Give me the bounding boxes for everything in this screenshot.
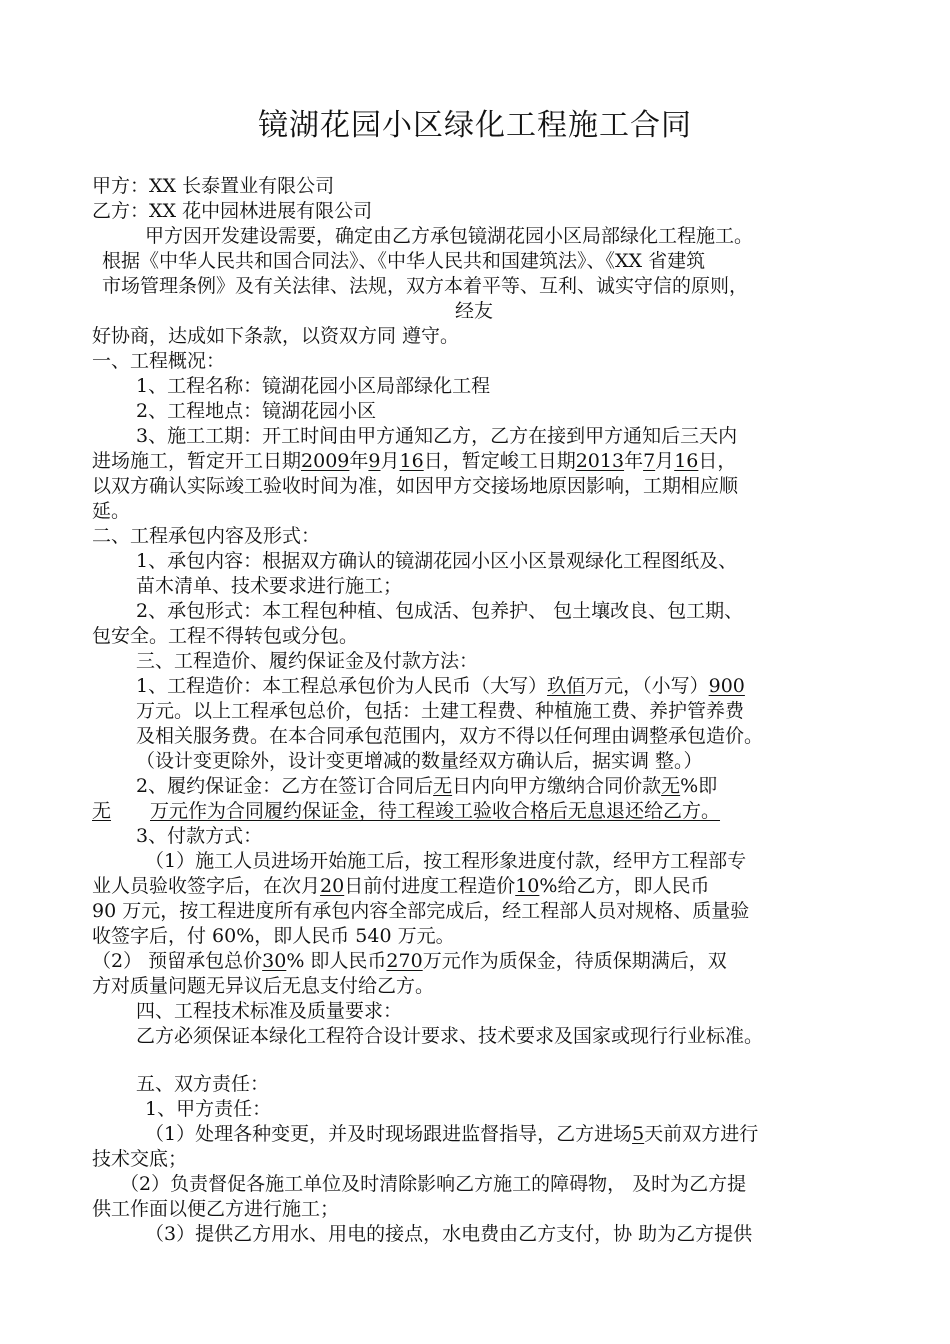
contract-line: 包安全。工程不得转包或分包。	[92, 625, 359, 647]
contract-line	[145, 1122, 758, 1146]
contract-line	[92, 449, 736, 473]
contract-line: 2、工程地点：镜湖花园小区	[136, 400, 377, 422]
contract-line: 万元。以上工程承包总价，包括：土建工程费、种植施工费、养护管养费	[136, 700, 745, 722]
contract-line: 3、付款方式：	[136, 825, 263, 847]
line-text: 1、工程造价：本工程总承包价为人民币（大写）	[136, 675, 548, 697]
contract-line: 甲方：XX 长泰置业有限公司	[92, 175, 335, 197]
contract-line: 技术交底；	[92, 1148, 188, 1170]
contract-line: 乙方：XX 花中园林进展有限公司	[92, 200, 373, 222]
contract-line: 好协商，达成如下条款，以资双方同 遵守。	[92, 325, 460, 347]
line-text: 万元，（小写）	[585, 675, 709, 697]
contract-line: 甲方因开发建设需要，确定由乙方承包镜湖花园小区局部绿化工程施工。	[145, 225, 754, 247]
contract-line: 延。	[92, 500, 131, 522]
contract-line: 经友	[455, 300, 494, 322]
filled-blank: 5	[632, 1123, 645, 1145]
line-text: （2） 预留承包总价	[92, 950, 263, 972]
filled-blank: 无	[661, 775, 681, 797]
filled-blank: 16	[674, 450, 699, 472]
contract-line: 供工作面以便乙方进行施工；	[92, 1198, 340, 1220]
line-text: 业人员验收签字后，在次月	[92, 875, 321, 897]
filled-blank: 万元作为合同履约保证金，待工程竣工验收合格后无息退还给乙方。	[150, 800, 721, 822]
contract-line: （1）施工人员进场开始施工后，按工程形象进度付款，经甲方工程部专	[145, 850, 747, 872]
contract-line: 一、工程概况：	[92, 350, 226, 372]
contract-line: 1、甲方责任：	[145, 1098, 272, 1120]
contract-line: 三、工程造价、履约保证金及付款方法：	[136, 650, 479, 672]
contract-line: 收签字后，付 60%，即人民币 540 万元。	[92, 925, 455, 947]
contract-line	[136, 774, 717, 798]
filled-blank: 20	[320, 875, 345, 897]
line-text: % 即人民币	[286, 950, 387, 972]
filled-blank: 10	[515, 875, 540, 897]
filled-blank: 9	[368, 450, 381, 472]
filled-blank: 16	[399, 450, 424, 472]
filled-blank: 2013	[575, 450, 625, 472]
contract-line: （3）提供乙方用水、用电的接点，水电费由乙方支付，协 助为乙方提供	[145, 1223, 753, 1245]
line-text: 日内向甲方缴纳合同价款	[452, 775, 662, 797]
contract-line: 3、施工工期：开工时间由甲方通知乙方，乙方在接到甲方通知后三天内	[136, 425, 738, 447]
contract-line: 乙方必须保证本绿化工程符合设计要求、技术要求及国家或现行行业标准。	[136, 1025, 764, 1047]
line-text: %给乙方，即人民币	[539, 875, 710, 897]
line-text: 月	[655, 450, 675, 472]
filled-blank: 270	[386, 950, 423, 972]
contract-line: 1、工程名称：镜湖花园小区局部绿化工程	[136, 375, 491, 397]
contract-line: 市场管理条例》及有关法律、法规，双方本着平等、互利、诚实守信的原则，	[102, 275, 749, 297]
line-text: 年	[624, 450, 644, 472]
line-text: 万元作为质保金，待质保期满后，双	[422, 950, 727, 972]
line-text: 2、履约保证金：乙方在签订合同后	[136, 775, 434, 797]
contract-line: 及相关服务费。在本合同承包范围内，双方不得以任何理由调整承包造价。	[136, 725, 764, 747]
filled-blank: 玖佰	[547, 675, 586, 697]
contract-line: 根据《中华人民共和国合同法》、《中华人民共和国建筑法》、《XX 省建筑	[102, 250, 706, 272]
contract-line	[136, 674, 745, 698]
contract-line	[92, 799, 720, 823]
contract-line: 1、承包内容：根据双方确认的镜湖花园小区小区景观绿化工程图纸及、	[136, 550, 738, 572]
contract-line: 四、工程技术标准及质量要求：	[136, 1000, 403, 1022]
contract-line	[92, 874, 709, 898]
contract-line: 苗木清单、技术要求进行施工；	[136, 575, 403, 597]
contract-line: 2、承包形式：本工程包种植、包成活、包养护、 包土壤改良、包工期、	[136, 600, 744, 622]
contract-line: 二、工程承包内容及形式：	[92, 525, 321, 547]
line-text: 进场施工，暂定开工日期	[92, 450, 302, 472]
line-text: 年	[349, 450, 369, 472]
filled-blank: 30	[262, 950, 287, 972]
contract-line: 五、双方责任：	[136, 1073, 270, 1095]
line-text: 日，暂定峻工日期	[423, 450, 576, 472]
page-title: 镜湖花园小区绿化工程施工合同	[258, 108, 692, 143]
contract-line: 90 万元，按工程进度所有承包内容全部完成后，经工程部人员对规格、质量验	[92, 900, 750, 922]
contract-line	[92, 949, 727, 973]
contract-line: 方对质量问题无异议后无息支付给乙方。	[92, 975, 435, 997]
line-text: 月	[380, 450, 400, 472]
contract-line: （设计变更除外，设计变更增减的数量经双方确认后，据实调 整。）	[136, 750, 703, 772]
contract-line: 以双方确认实际竣工验收时间为准，如因甲方交接场地原因影响，工期相应顺	[92, 475, 739, 497]
line-text: 日前付进度工程造价	[344, 875, 516, 897]
line-text: 天前双方进行	[644, 1123, 759, 1145]
line-text: （1）处理各种变更，并及时现场跟进监督指导，乙方进场	[145, 1123, 633, 1145]
filled-blank: 7	[643, 450, 656, 472]
filled-blank: 900	[708, 675, 745, 697]
line-text: 日，	[698, 450, 737, 472]
line-text: %即	[680, 775, 718, 797]
contract-line: （2）负责督促各施工单位及时清除影响乙方施工的障碍物， 及时为乙方提	[120, 1173, 747, 1195]
filled-blank: 无	[433, 775, 453, 797]
filled-blank: 无	[92, 800, 112, 822]
filled-blank: 2009	[301, 450, 350, 472]
